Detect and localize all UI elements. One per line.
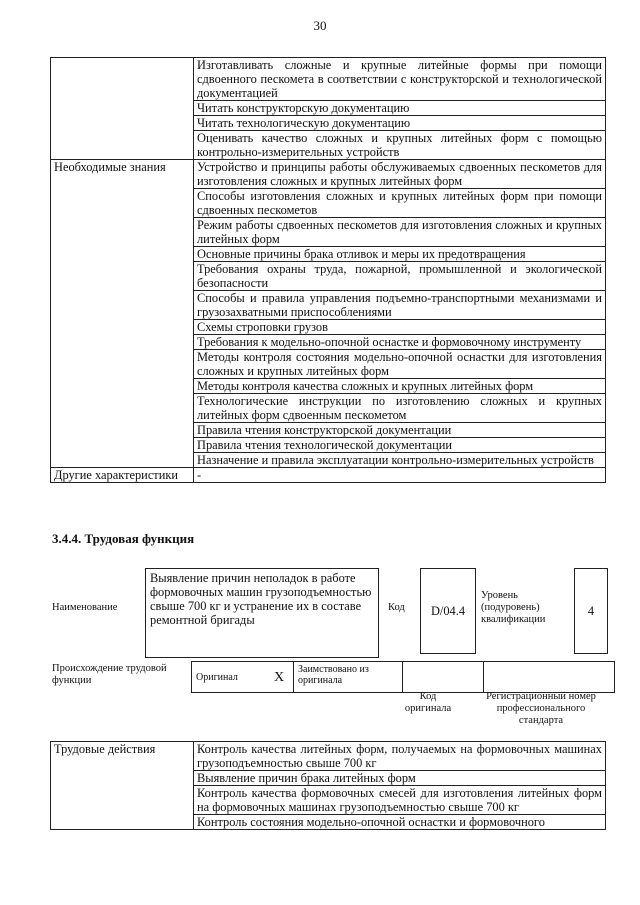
knowledge-cell: Способы изготовления сложных и крупных литейных форм при помощи сдвоенных пескометов: [194, 189, 606, 218]
labor-action-cell: Выявление причин брака литейных форм: [194, 771, 606, 786]
section-title: 3.4.4. Трудовая функция: [52, 531, 195, 546]
table-row: [51, 160, 606, 189]
code-value: D/04.4: [430, 603, 466, 618]
labor-action-cell: Контроль качества литейных форм, получаемых на формовочных машинах грузоподъемностью свыше 700 кг: [194, 742, 606, 771]
reg-number-cell: [484, 662, 615, 693]
origin-table: [191, 661, 615, 693]
requirements-table: [50, 57, 606, 483]
skill-cell: Читать технологическую документацию: [194, 116, 606, 131]
table-row: [51, 468, 606, 483]
knowledge-cell: Устройство и принципы работы обслуживаемых сдвоенных пескометов для изготовления сложных и крупных литейных форм: [194, 160, 606, 189]
labor-actions-table: [50, 741, 606, 830]
knowledge-label: Необходимые знания: [51, 160, 194, 468]
table-row: [51, 742, 606, 771]
table-row: [192, 662, 615, 693]
level-box: [574, 568, 608, 654]
reg-number-label: Регистрационный номер профессионального стандарта: [486, 691, 596, 726]
level-value: 4: [587, 603, 595, 618]
other-characteristics-label: Другие характеристики: [51, 468, 194, 483]
skill-cell: Изготавливать сложные и крупные литейные формы при помощи сдвоенного пескомета в соответствии с конструкторской и технологической документацией: [194, 58, 606, 101]
knowledge-cell: Методы контроля качества сложных и крупных литейных форм: [194, 379, 606, 394]
name-label: Наименование: [52, 602, 118, 613]
skills-label-cell: [51, 58, 194, 160]
knowledge-cell: Способы и правила управления подъемно-транспортными механизмами и грузозахватными приспособлениями: [194, 291, 606, 320]
labor-action-cell: Контроль состояния модельно-опочной оснастки и формовочного: [194, 815, 606, 830]
code-box: [420, 568, 476, 654]
knowledge-cell: Основные причины брака отливок и меры их предотвращения: [194, 247, 606, 262]
labor-action-cell: Контроль качества формовочных смесей для изготовления литейных форм на формовочных машинах грузоподъемностью свыше 700 кг: [194, 786, 606, 815]
code-original-cell: [403, 662, 484, 693]
code-original-label: Код оригинала: [404, 691, 452, 714]
knowledge-cell: Методы контроля состояния модельно-опочной оснастки для изготовления сложных и крупных литейных форм: [194, 350, 606, 379]
knowledge-cell: Требования охраны труда, пожарной, промышленной и экологической безопасности: [194, 262, 606, 291]
borrowed-label: Заимствовано из оригинала: [294, 662, 403, 693]
skill-cell: Оценивать качество сложных и крупных литейных форм с помощью контрольно-измерительных устройств: [194, 131, 606, 160]
knowledge-cell: Требования к модельно-опочной оснастке и формовочному инструменту: [194, 335, 606, 350]
knowledge-cell: Схемы строповки грузов: [194, 320, 606, 335]
function-name: Выявление причин неполадок в работе формовочных машин грузоподъемностью свыше 700 кг и устранение их в составе ремонтной бригады: [150, 571, 372, 627]
other-characteristics-value: -: [194, 468, 606, 483]
function-name-box: [145, 568, 379, 658]
table-row: [51, 58, 606, 101]
labor-actions-label: Трудовые действия: [51, 742, 194, 830]
skill-cell: Читать конструкторскую документацию: [194, 101, 606, 116]
knowledge-cell: Режим работы сдвоенных пескометов для изготовления сложных и крупных литейных форм: [194, 218, 606, 247]
knowledge-cell: Правила чтения конструкторской документации: [194, 423, 606, 438]
original-label: Оригинал: [192, 662, 266, 693]
knowledge-cell: Назначение и правила эксплуатации контрольно-измерительных устройств: [194, 453, 606, 468]
code-label: Код: [388, 602, 405, 613]
knowledge-cell: Правила чтения технологической документации: [194, 438, 606, 453]
page-number: 30: [313, 18, 327, 33]
level-label: Уровень (подуровень) квалификации: [481, 590, 546, 625]
original-mark: X: [265, 662, 294, 693]
origin-label: Происхождение трудовой функции: [52, 663, 167, 686]
knowledge-cell: Технологические инструкции по изготовлению сложных и крупных литейных форм сдвоенным пескометом: [194, 394, 606, 423]
